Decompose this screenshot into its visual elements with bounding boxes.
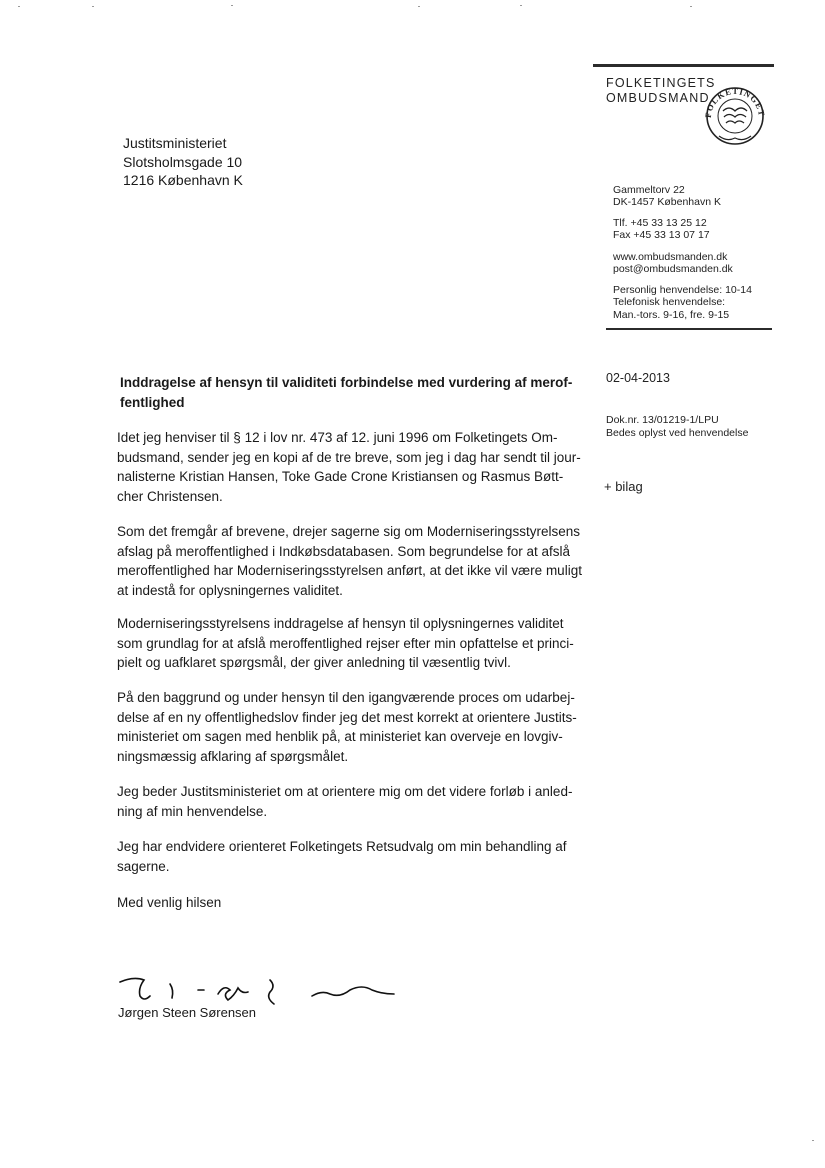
paragraph-1-line: cher Christensen. [117,488,223,504]
letter-date: 02-04-2013 [606,371,670,385]
document-number: Dok.nr. 13/01219-1/LPU [606,414,719,426]
paragraph-1-line: nalisterne Kristian Hansen, Toke Gade Crone Kristiansen og Rasmus Bøtt- [117,469,564,484]
recipient-line-2: Slotsholmsgade 10 [123,153,243,170]
scan-speck [690,6,692,7]
sender-address [613,184,721,209]
svg-text:FOLKETINGET: FOLKETINGET [702,85,768,119]
paragraph-6-line: sagerne. [117,858,170,874]
paragraph-2-line: Som det fremgår af brevene, drejer sagerne sig om Moderniseringsstyrelsens [117,524,580,539]
scan-speck [231,5,233,6]
scan-speck [418,6,420,7]
recipient-line-3: 1216 København K [123,172,243,188]
paragraph-5 [117,782,597,821]
paragraph-2-line: at indestå for oplysningernes validitet. [117,582,343,598]
paragraph-5-line: Jeg beder Justitsministeriet om at orientere mig om det videre forløb i anled- [117,784,573,799]
sender-phone-block [613,217,710,242]
closing-line: Med venlig hilsen [117,895,222,910]
folketinget-seal-logo [697,84,773,146]
sender-email: post@ombudsmanden.dk [613,263,733,276]
paragraph-6-line: Jeg har endvidere orienteret Folketingets Retsudvalg om min behandling af [117,839,567,854]
paragraph-4-line: delse af en ny offentlighedslov finder jeg det mest korrekt at orientere Justits- [117,709,577,725]
sender-address-line-2: DK-1457 København K [613,196,721,209]
sender-phone: Tlf. +45 33 13 25 12 [613,217,707,229]
paragraph-4-line: På den baggrund og under hensyn til den igangværende proces om udarbej- [117,690,575,705]
paragraph-1 [117,428,597,506]
paragraph-4 [117,688,597,766]
reference-note: Bedes oplyst ved henvendelse [606,426,749,439]
hours-line-2: Telefonisk henvendelse: [613,296,726,309]
scan-speck [520,5,522,6]
recipient-address [123,134,243,190]
sender-address-line-1: Gammeltorv 22 [613,184,685,196]
paragraph-2-line: afslag på meroffentlighed i Indkøbsdatabasen. Som begrundelse for at afslå [117,543,571,559]
org-line-1: FOLKETINGETS [606,76,716,90]
paragraph-3 [117,614,597,673]
paragraph-2-line: meroffentlighed har Moderniseringsstyrelsen anført, at det ikke vil være muligt [117,563,582,578]
paragraph-5-line: ning af min henvendelse. [117,803,268,819]
letter-subject [120,373,590,412]
hours-line-1: Personlig henvendelse: 10-14 [613,284,752,296]
sender-hours-block [613,284,752,321]
signatory-name: Jørgen Steen Sørensen [118,1005,257,1020]
header-bottom-rule [606,328,772,330]
org-line-2: OMBUDSMAND [606,91,710,105]
paragraph-3-line: pielt og uafklaret spørgsmål, der giver anledning til væsentlig tvivl. [117,655,511,670]
paragraph-3-line: som grundlag for at afslå meroffentlighed rejser efter min opfattelse et princi- [117,635,574,651]
scan-speck [18,6,20,7]
paragraph-1-line: Idet jeg henviser til § 12 i lov nr. 473 af 12. juni 1996 om Folketingets Om- [117,430,558,445]
subject-line-1: Inddragelse af hensyn til validiteti forbindelse med vurdering af merof- [120,375,573,390]
paragraph-3-line: Moderniseringsstyrelsens inddragelse af hensyn til oplysningernes validitet [117,616,564,631]
scan-speck [92,6,94,7]
sender-fax: Fax +45 33 13 07 17 [613,229,710,242]
header-top-rule [593,64,774,67]
reference-block [606,414,748,439]
paragraph-4-line: ministeriet om sagen med henblik på, at ministeriet kan overveje en lovgiv- [117,729,563,744]
sender-website: www.ombudsmanden.dk [613,251,728,263]
paragraph-2 [117,522,597,600]
hours-line-3: Man.-tors. 9-16, fre. 9-15 [613,308,730,321]
scan-speck [812,1140,814,1141]
paragraph-1-line: budsmand, sender jeg en kopi af de tre breve, som jeg i dag har sendt til jour- [117,449,581,465]
sender-online-block [613,251,733,276]
subject-line-2: fentlighed [120,394,185,410]
attachment-note: + bilag [604,479,643,494]
recipient-line-1: Justitsministeriet [123,135,227,151]
paragraph-6 [117,837,597,876]
paragraph-4-line: ningsmæssig afklaring af spørgsmålet. [117,748,349,764]
